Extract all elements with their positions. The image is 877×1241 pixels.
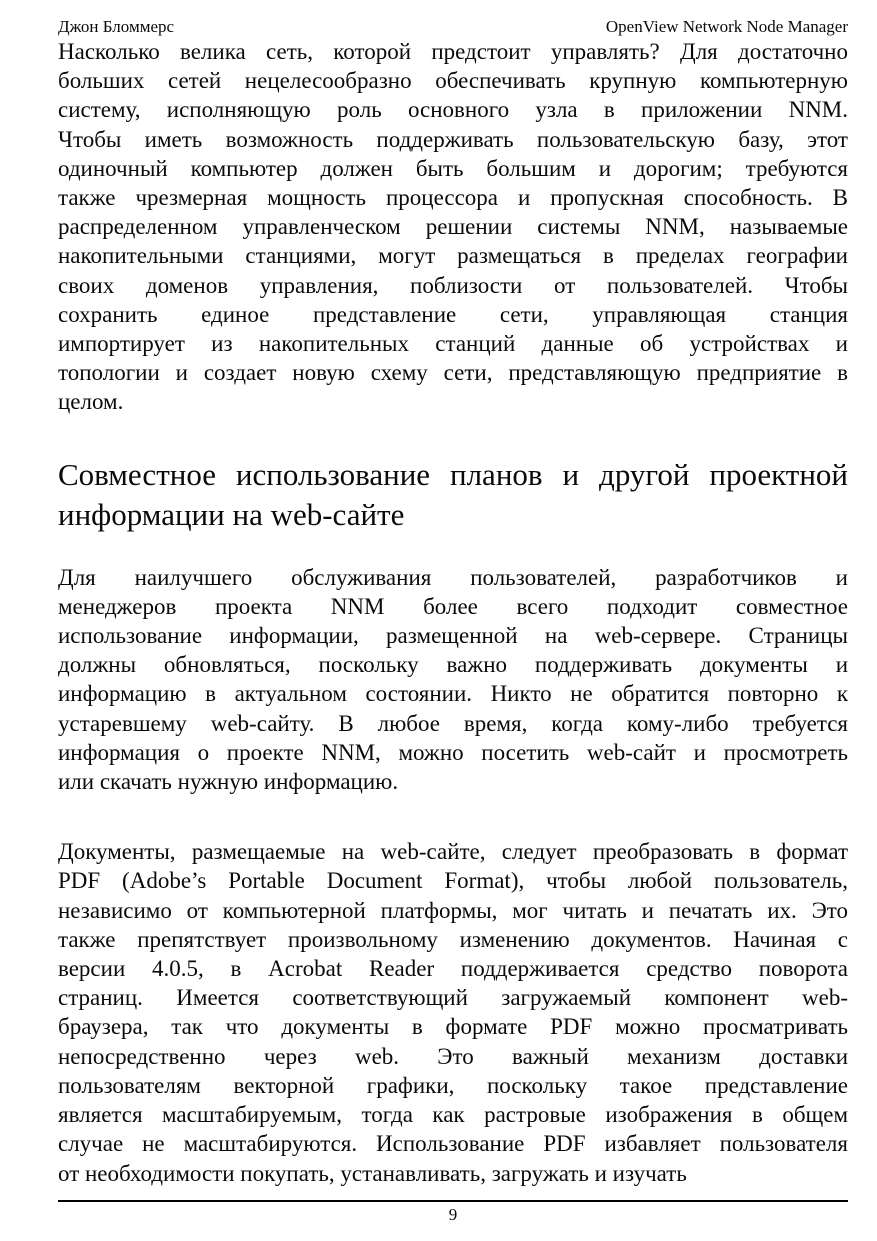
text-line: систему, исполняющую роль основного узла в приложении NNM. xyxy=(58,97,848,123)
section-heading xyxy=(58,455,848,535)
text-line: случае не масштабируются. Использование PDF избавляет пользователя xyxy=(58,1131,848,1157)
paragraph-web-sharing xyxy=(58,563,848,797)
text-line: также препятствует произвольному изменению документов. Начиная с xyxy=(58,926,848,952)
header-author: Джон Бломмерс xyxy=(58,17,175,36)
text-line: независимо от компьютерной платформы, мог читать и печатать их. Это xyxy=(58,897,848,923)
text-line: сохранить единое представление сети, управляющая станция xyxy=(58,301,848,327)
paragraph-pdf-format xyxy=(58,837,848,1187)
paragraph-network-size xyxy=(58,37,848,417)
text-line: своих доменов управления, поблизости от пользователей. Чтобы xyxy=(58,272,848,298)
page-number: 9 xyxy=(448,1205,458,1224)
text-line: также чрезмерная мощность процессора и пропускная способность. В xyxy=(58,185,848,211)
page-header xyxy=(58,17,848,37)
text-line: Для наилучшего обслуживания пользователей, разработчиков и xyxy=(58,564,848,590)
page-footer xyxy=(58,1200,848,1226)
text-line: от необходимости покупать, устанавливать, загружать и изучать xyxy=(58,1160,687,1186)
text-line: менеджеров проекта NNM более всего подходит совместное xyxy=(58,593,848,619)
text-line: устаревшему web-сайту. В любое время, когда кому-либо требуется xyxy=(58,710,848,736)
text-line: Документы, размещаемые на web-сайте, следует преобразовать в формат xyxy=(58,839,848,865)
text-line: Совместное использование планов и другой проектной xyxy=(58,456,848,492)
text-line: распределенном управленческом решении системы NNM, называемые xyxy=(58,214,848,240)
text-line: информации на web-сайте xyxy=(58,496,405,532)
text-line: пользователям векторной графики, поскольку такое представление xyxy=(58,1072,848,1098)
text-line: является масштабируемым, тогда как растровые изображения в общем xyxy=(58,1102,848,1128)
text-line: или скачать нужную информацию. xyxy=(58,769,399,795)
text-line: PDF (Adobe’s Portable Document Format), чтобы любой пользователь, xyxy=(58,868,848,894)
text-line: накопительными станциями, могут размещаться в пределах географии xyxy=(58,243,848,269)
text-line: браузера, так что документы в формате PDF можно просматривать xyxy=(58,1014,848,1040)
text-line: Чтобы иметь возможность поддерживать пользовательскую базу, этот xyxy=(58,126,848,152)
text-line: информацию в актуальном состоянии. Никто не обратится повторно к xyxy=(58,681,848,707)
text-line: целом. xyxy=(58,389,124,415)
text-line: Насколько велика сеть, которой предстоит управлять? Для достаточно xyxy=(58,39,848,64)
text-line: топологии и создает новую схему сети, представляющую предприятие в xyxy=(58,360,848,386)
page-content xyxy=(58,37,848,1188)
text-line: импортирует из накопительных станций данные об устройствах и xyxy=(58,331,848,357)
text-line: непосредственно через web. Это важный механизм доставки xyxy=(58,1043,848,1069)
text-line: использование информации, размещенной на web-сервере. Страницы xyxy=(58,623,848,649)
text-line: должны обновляться, поскольку важно поддерживать документы и xyxy=(58,652,848,678)
text-line: версии 4.0.5, в Acrobat Reader поддерживается средство поворота xyxy=(58,956,848,982)
text-line: больших сетей нецелесообразно обеспечивать крупную компьютерную xyxy=(58,68,848,94)
header-book-title: OpenView Network Node Manager xyxy=(605,17,848,36)
text-line: одиночный компьютер должен быть большим и дорогим; требуются xyxy=(58,155,848,181)
text-line: страниц. Имеется соответствующий загружаемый компонент web- xyxy=(58,985,848,1011)
text-line: информация о проекте NNM, можно посетить web-сайт и просмотреть xyxy=(58,739,848,765)
